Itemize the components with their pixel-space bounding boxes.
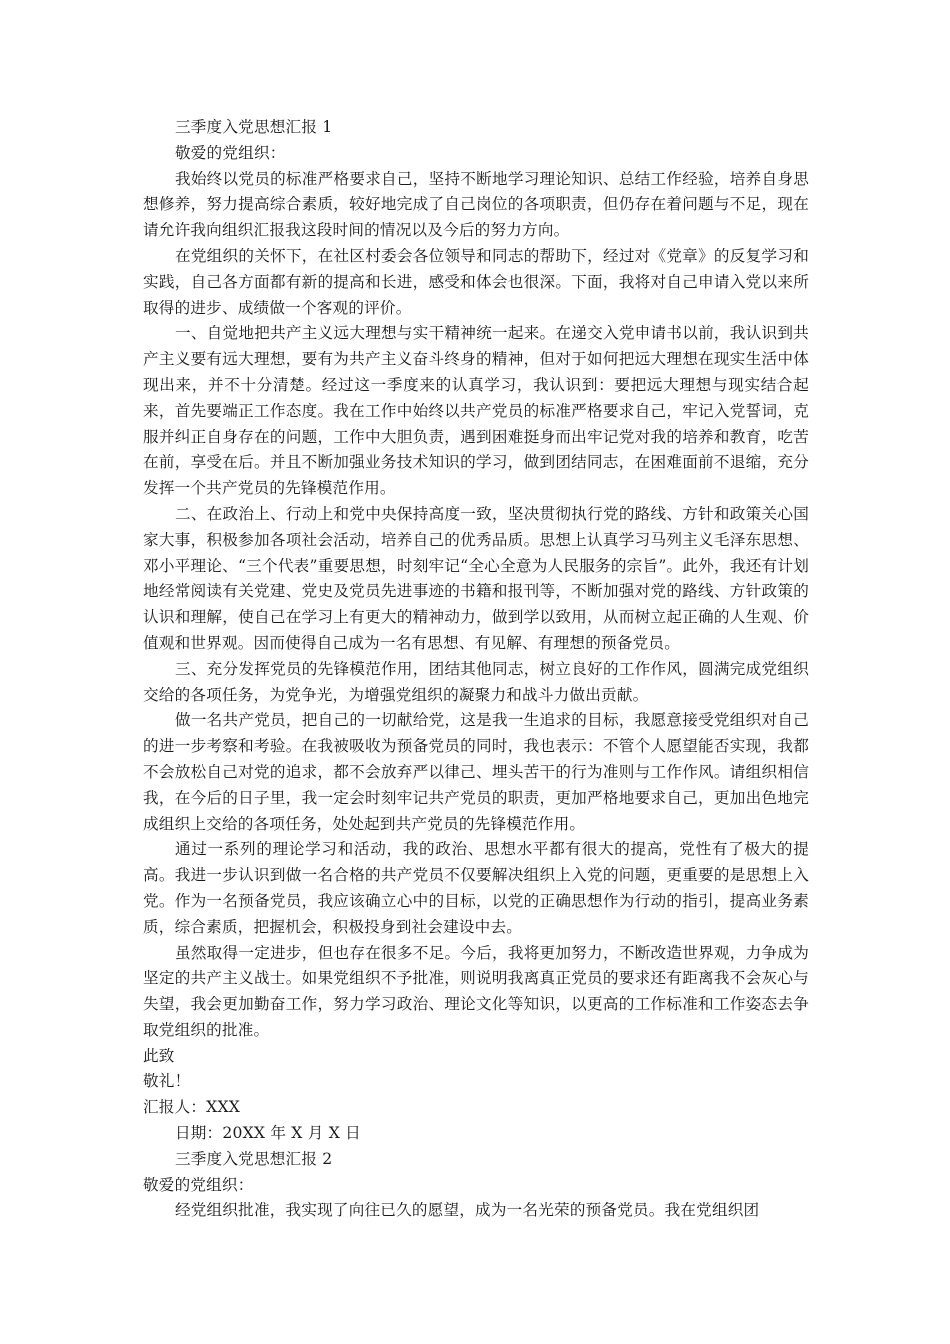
closing-line: 此致	[143, 1046, 175, 1065]
report-1-paragraph: 做一名共产党员，把自己的一切献给党，这是我一生追求的目标，我愿意接受党组织对自己的进一步考察和考验。在我被吸收为预备党员的同时，我也表示：不管个人愿望能否实现，我都不会放松自己对党的追求，都不会放弃严以律己、埋头苦干的行为准则与工作作风。请组织相信我，在今后的日子里，我一定会时刻牢记共产党员的职责，更加严格地要求自己，更加出色地完成组织上交给的各项任务，处处起到共产党员的先锋模范作用。	[143, 711, 809, 833]
report-1-salutation: 敬爱的党组织：	[174, 143, 286, 162]
report-1-title: 三季度入党思想汇报 1	[174, 118, 333, 136]
report-1-paragraph: 一、自觉地把共产主义远大理想与实干精神统一起来。在递交入党申请书以前，我认识到共产主义要有远大理想，要有为共产主义奋斗终身的精神，但对于如何把远大理想在现实生活中体现出来，并不十分清楚。经过这一季度来的认真学习，我认识到：要把远大理想与现实结合起来，首先要端正工作态度。我在工作中始终以共产党员的标准严格要求自己，牢记入党誓词，克服并纠正自身存在的问题，工作中大胆负责，遇到困难挺身而出牢记党对我的培养和教育，吃苦在前，享受在后。并且不断加强业务技术知识的学习，做到团结同志，在困难面前不退缩，充分发挥一个共产党员的先锋模范作用。	[143, 324, 809, 498]
closing-salute: 敬礼！	[143, 1072, 191, 1091]
report-2-title: 三季度入党思想汇报 2	[174, 1149, 333, 1168]
report-1-paragraph: 二、在政治上、行动上和党中央保持高度一致，坚决贯彻执行党的路线、方针和政策关心国家大事，积极参加各项社会活动，培养自己的优秀品质。思想上认真学习马列主义毛泽东思想、邓小平理论、“三个代表”重要思想，时刻牢记“全心全意为人民服务的宗旨”。此外，我还有计划地经常阅读有关党建、党史及党员先进事迹的书籍和报刊等，不断加强对党的路线、方针政策的认识和理解，使自己在学习上有更大的精神动力，做到学以致用，从而树立起正确的人生观、价值观和世界观。因而使得自己成为一名有思想、有见解、有理想的预备党员。	[143, 504, 809, 652]
report-1-paragraph: 在党组织的关怀下，在社区村委会各位领导和同志的帮助下，经过对《党章》的反复学习和实践，自己各方面都有新的提高和长进，感受和体会也很深。下面，我将对自己申请入党以来所取得的进步、成绩做一个客观的评价。	[143, 246, 809, 317]
report-2-paragraph: 经党组织批准，我实现了向往已久的愿望，成为一名光荣的预备党员。我在党组织团	[174, 1201, 760, 1220]
report-2-salutation: 敬爱的党组织：	[143, 1175, 254, 1194]
date-line: 日期：20XX 年 X 月 X 日	[174, 1124, 361, 1143]
document-page	[143, 115, 809, 1224]
reporter-line: 汇报人：XXX	[143, 1098, 241, 1117]
report-1-paragraph: 通过一系列的理论学习和活动，我的政治、思想水平都有很大的提高，党性有了极大的提高。我进一步认识到做一名合格的共产党员不仅要解决组织上入党的问题，更重要的是思想上入党。作为一名预备党员，我应该确立心中的目标，以党的正确思想作为行动的指引，提高业务素质，综合素质，把握机会，积极投身到社会建设中去。	[143, 840, 809, 936]
report-1-paragraph: 虽然取得一定进步，但也存在很多不足。今后，我将更加努力，不断改造世界观，力争成为坚定的共产主义战士。如果党组织不予批准，则说明我离真正党员的要求还有距离我不会灰心与失望，我会更加勤奋工作，努力学习政治、理论文化等知识，以更高的工作标准和工作姿态去争取党组织的批准。	[143, 943, 809, 1039]
report-1-paragraph: 我始终以党员的标准严格要求自己，坚持不断地学习理论知识、总结工作经验，培养自身思想修养，努力提高综合素质，较好地完成了自己岗位的各项职责，但仍存在着问题与不足，现在请允许我向组织汇报我这段时间的情况以及今后的努力方向。	[143, 169, 809, 240]
report-1-paragraph: 三、充分发挥党员的先锋模范作用，团结其他同志，树立良好的工作作风，圆满完成党组织交给的各项任务，为党争光，为增强党组织的凝聚力和战斗力做出贡献。	[143, 659, 809, 704]
